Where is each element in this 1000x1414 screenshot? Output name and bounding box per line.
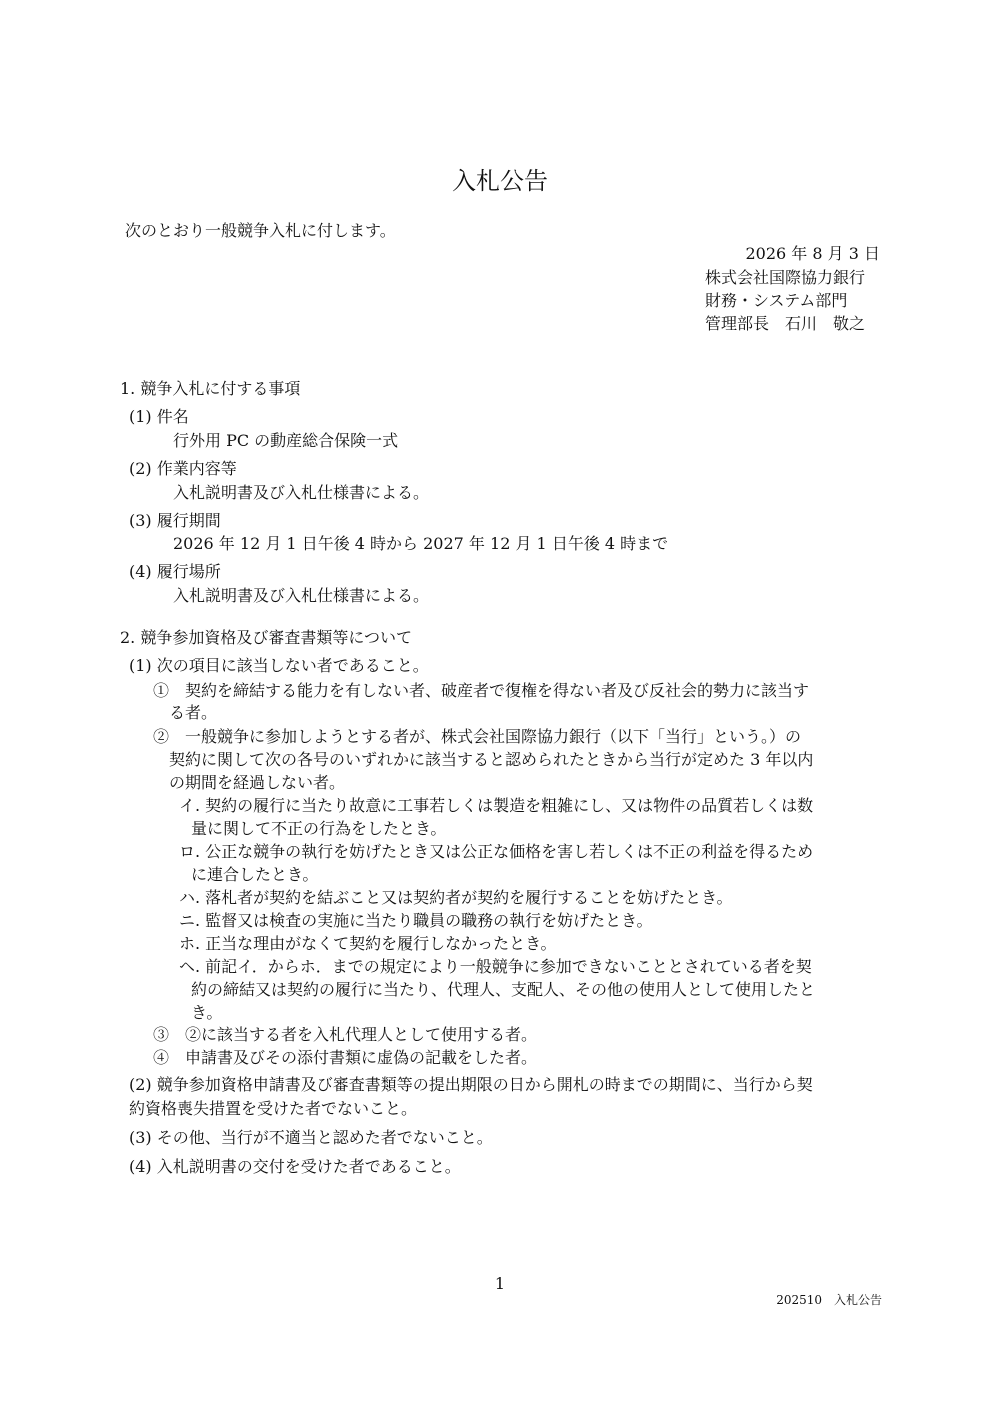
item-text: 行外用 PC の動産総合保険一式 — [173, 431, 399, 450]
notice-date: 2026 年 8 月 3 日 — [745, 244, 880, 263]
section1-heading: 1. 競争入札に付する事項 — [120, 379, 301, 398]
criteria-item: (4) 入札説明書の交付を受けた者であること。 — [129, 1157, 461, 1176]
clause-2-cont: 契約に関して次の各号のいずれかに該当すると認められたときから当行が定めた 3 年以内 — [169, 750, 814, 769]
item-text: 入札説明書及び入札仕様書による。 — [173, 483, 430, 502]
item-text: 2026 年 12 月 1 日午後 4 時から 2027 年 12 月 1 日午後 4 時まで — [173, 534, 669, 553]
subclause-i: イ. 契約の履行に当たり故意に工事若しくは製造を粗雑にし、又は物件の品質若しくは数 — [179, 796, 814, 815]
subclause-ho: ホ. 正当な理由がなくて契約を履行しなかったとき。 — [179, 934, 557, 953]
subclause-he-cont: 約の締結又は契約の履行に当たり、代理人、支配人、その他の使用人として使用したと — [191, 980, 816, 999]
subclause-i-cont: 量に関して不正の行為をしたとき。 — [191, 819, 447, 838]
intro-text: 次のとおり一般競争入札に付します。 — [125, 221, 396, 240]
clause-1: ① 契約を締結する能力を有しない者、破産者で復権を得ない者及び反社会的勢力に該当す — [153, 681, 810, 700]
clause-1-cont: る者。 — [169, 703, 218, 722]
criteria-item: (1) 次の項目に該当しない者であること。 — [129, 656, 429, 675]
subclause-ro: ロ. 公正な競争の執行を妨げたとき又は公正な価格を害し若しくは不正の利益を得るため — [179, 842, 814, 861]
subclause-ni: ニ. 監督又は検査の実施に当たり職員の職務の執行を妨げたとき。 — [179, 911, 653, 930]
clause-4: ④ 申請書及びその添付書類に虚偽の記載をした者。 — [153, 1048, 538, 1067]
criteria-item: (2) 競争参加資格申請書及び審査書類等の提出期限の日から開札の時までの期間に、当行から契 — [129, 1075, 813, 1094]
subclause-ro-cont: に連合したとき。 — [191, 865, 319, 884]
subclause-he-cont: き。 — [191, 1003, 223, 1022]
item-label: (3) 履行期間 — [129, 511, 221, 530]
clause-2: ② 一般競争に参加しようとする者が、株式会社国際協力銀行（以下「当行」という。）の — [153, 727, 802, 746]
criteria-item: (3) その他、当行が不適当と認めた者でないこと。 — [129, 1128, 493, 1147]
subclause-he: ヘ. 前記イ．からホ．までの規定により一般競争に参加できないこととされている者を契 — [179, 957, 812, 976]
item-label: (2) 作業内容等 — [129, 459, 237, 478]
footer-tag: 202510 入札公告 — [776, 1293, 882, 1307]
clause-2-cont: の期間を経過しない者。 — [169, 773, 346, 792]
page-title: 入札公告 — [452, 167, 548, 195]
issuer-org: 株式会社国際協力銀行 — [705, 268, 866, 287]
page-number: 1 — [494, 1274, 506, 1293]
issuer-dept: 財務・システム部門 — [705, 291, 848, 310]
item-text: 入札説明書及び入札仕様書による。 — [173, 586, 430, 605]
clause-3: ③ ②に該当する者を入札代理人として使用する者。 — [153, 1025, 538, 1044]
issuer-person: 管理部長 石川 敬之 — [705, 314, 866, 333]
item-label: (1) 件名 — [129, 407, 189, 426]
section2-heading: 2. 競争参加資格及び審査書類等について — [120, 628, 413, 647]
item-label: (4) 履行場所 — [129, 562, 221, 581]
criteria-item-cont: 約資格喪失措置を受けた者でないこと。 — [129, 1099, 418, 1118]
subclause-ha: ハ. 落札者が契約を結ぶこと又は契約者が契約を履行することを妨げたとき。 — [179, 888, 733, 907]
